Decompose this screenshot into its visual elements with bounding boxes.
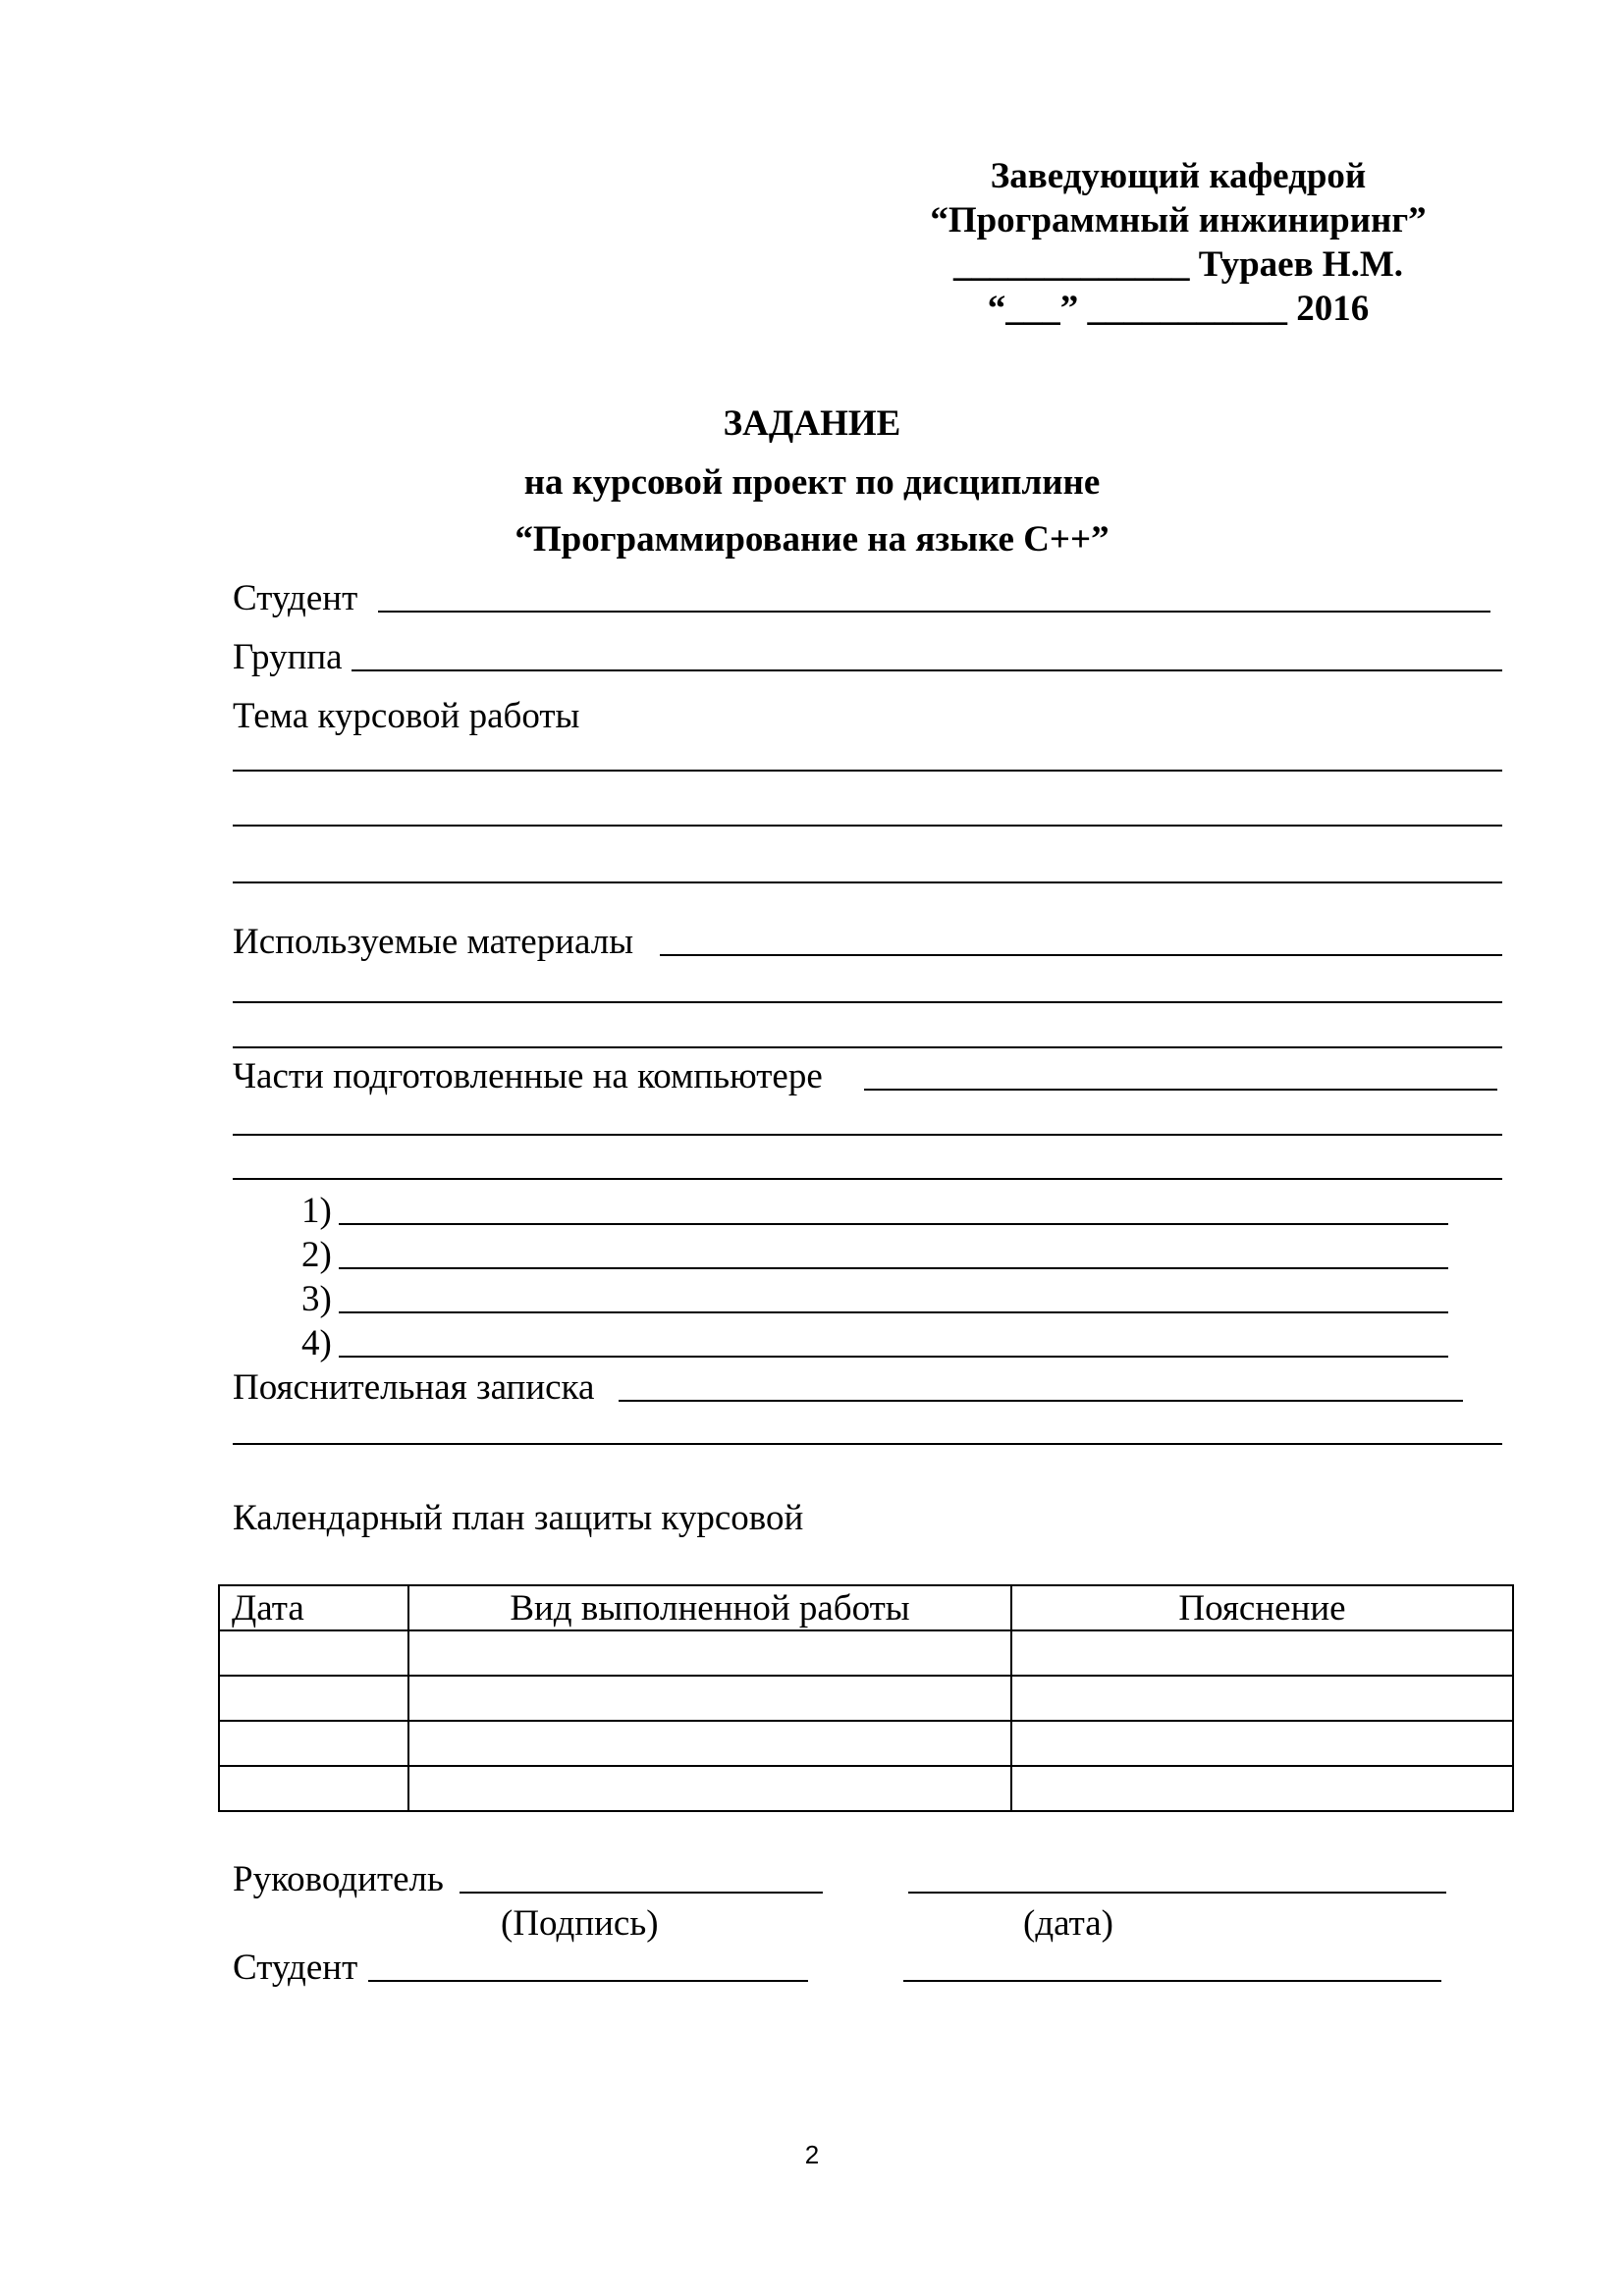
table-cell[interactable] (408, 1630, 1011, 1676)
header-date: Дата (219, 1585, 408, 1630)
topic-label: Тема курсовой работы (233, 696, 580, 736)
header-work-type: Вид выполненной работы (408, 1585, 1011, 1630)
item-field[interactable] (339, 1356, 1448, 1358)
table-cell[interactable] (219, 1676, 408, 1721)
student-label: Студент (233, 578, 358, 618)
note-field[interactable] (619, 1400, 1463, 1402)
table-cell[interactable] (408, 1721, 1011, 1766)
document-title: ЗАДАНИЕ (723, 403, 901, 444)
item-field[interactable] (339, 1223, 1448, 1225)
student-date-field[interactable] (903, 1980, 1441, 1982)
table-row (219, 1676, 1513, 1721)
table-row (219, 1630, 1513, 1676)
approval-date: “___” ___________ 2016 (987, 289, 1370, 329)
topic-field-line[interactable] (233, 825, 1502, 827)
approval-signer: _____________ Тураев Н.М. (952, 244, 1404, 285)
table-cell[interactable] (1011, 1721, 1513, 1766)
calendar-heading: Календарный план защиты курсовой (233, 1498, 804, 1538)
computer-parts-label: Части подготовленные на компьютере (233, 1056, 823, 1096)
materials-field[interactable] (660, 954, 1502, 956)
supervisor-label: Руководитель (233, 1859, 444, 1899)
item-number: 1) (301, 1191, 332, 1231)
discipline-name: “Программирование на языке С++” (514, 519, 1110, 560)
approval-title: Заведующий кафедрой (990, 156, 1367, 196)
table-cell[interactable] (219, 1766, 408, 1811)
table-cell[interactable] (219, 1630, 408, 1676)
student-sign-label: Студент (233, 1948, 358, 1988)
table-header-row (219, 1585, 1513, 1630)
table-cell[interactable] (219, 1721, 408, 1766)
calendar-table (218, 1584, 1514, 1812)
materials-field-line[interactable] (233, 1046, 1502, 1048)
page-number: 2 (804, 2140, 820, 2169)
supervisor-signature-field[interactable] (460, 1892, 823, 1894)
student-signature-field[interactable] (368, 1980, 808, 1982)
table-cell[interactable] (1011, 1676, 1513, 1721)
item-number: 4) (301, 1323, 332, 1363)
table-cell[interactable] (1011, 1766, 1513, 1811)
item-number: 2) (301, 1235, 332, 1275)
signature-caption: (Подпись) (501, 1903, 659, 1944)
computer-parts-field-line[interactable] (233, 1178, 1502, 1180)
table-cell[interactable] (408, 1766, 1011, 1811)
table-cell[interactable] (408, 1676, 1011, 1721)
topic-field-line[interactable] (233, 881, 1502, 883)
item-field[interactable] (339, 1267, 1448, 1269)
group-label: Группа (233, 637, 343, 677)
student-field[interactable] (378, 611, 1490, 613)
table-cell[interactable] (1011, 1630, 1513, 1676)
item-number: 3) (301, 1279, 332, 1319)
approval-department: “Программный инжиниринг” (930, 200, 1427, 240)
header-explanation: Пояснение (1011, 1585, 1513, 1630)
note-label: Пояснительная записка (233, 1367, 595, 1408)
supervisor-date-field[interactable] (908, 1892, 1446, 1894)
note-field-line[interactable] (233, 1443, 1502, 1445)
document-subtitle: на курсовой проект по дисциплине (523, 462, 1101, 503)
group-field[interactable] (352, 669, 1502, 671)
table-row (219, 1721, 1513, 1766)
date-caption: (дата) (1023, 1903, 1113, 1944)
table-row (219, 1766, 1513, 1811)
computer-parts-field-line[interactable] (233, 1134, 1502, 1136)
topic-field-line[interactable] (233, 770, 1502, 772)
materials-label: Используемые материалы (233, 922, 634, 962)
materials-field-line[interactable] (233, 1001, 1502, 1003)
computer-parts-field[interactable] (864, 1089, 1497, 1091)
item-field[interactable] (339, 1311, 1448, 1313)
